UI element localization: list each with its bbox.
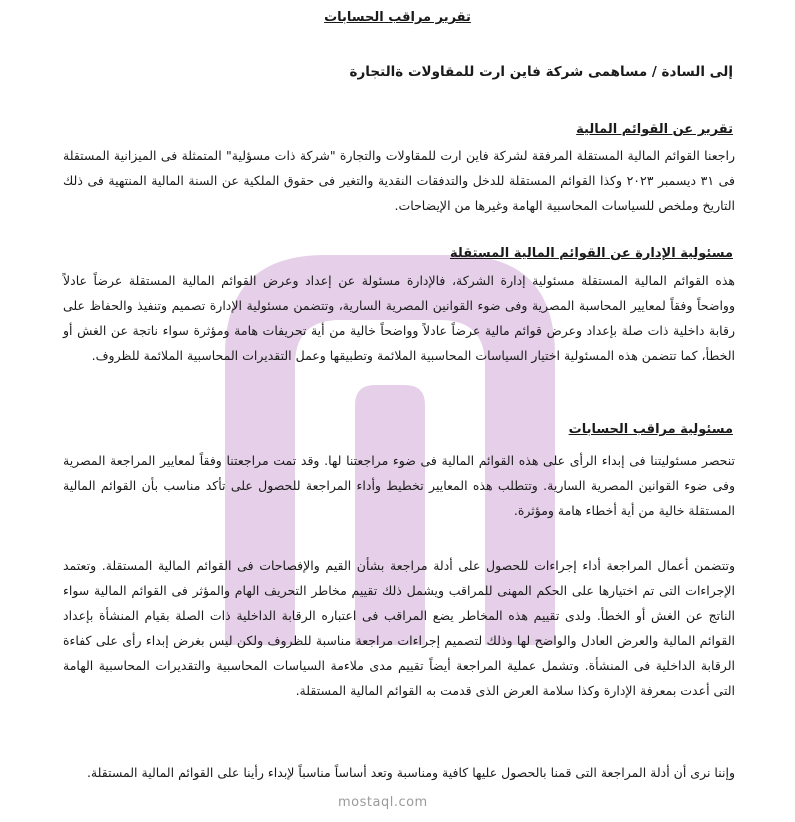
paragraph-auditor-responsibility-1: تنحصر مسئوليتنا فى إبداء الرأى على هذه القوائم المالية فى ضوء مراجعتنا لها. وقد تمت مراجعتنا وفقاً لمعايير المراجعة المصرية وفى ضوء القوانين المصرية السارية. وتتطلب هذه المعايير تخطيط وأداء المراجعة للحصول على تأكد مناسب بأن القوائم المالية المستقلة خالية من أية أخطاء هامة ومؤثرة.	[63, 453, 735, 518]
mostaql-watermark-text: mostaql.com	[338, 795, 428, 810]
paragraph-management-responsibility: هذه القوائم المالية المستقلة مسئولية إدارة الشركة، فالإدارة مسئولة عن إعداد وعرض القوائم المالية المستقلة عرضاً عادلاً وواضحاً وفقاً لمعايير المحاسبة المصرية وفى ضوء القوانين المصرية السارية، وتتضمن مسئولية الإدارة تصميم وتنفيذ والحفاظ على رقابة داخلية ذات صلة بإعداد وعرض قوائم مالية عرضاً عادلاً وواضحاً خالية من أية تحريفات هامة ومؤثرة سواء ناتجة عن الغش أو الخطأ، كما تتضمن هذه المسئولية اختيار السياسات المحاسبية الملائمة وتطبيقها وعمل التقديرات المحاسبية الملائمة للظروف.	[63, 273, 735, 363]
section-heading-financial-statements: تقرير عن القوائم المالية	[576, 122, 733, 137]
paragraph-financial-statements: راجعنا القوائم المالية المستقلة المرفقة لشركة فاين ارت للمقاولات والتجارة "شركة ذات مسؤلية" المتمثلة فى الميزانية المستقلة فى ٣١ ديسمبر ٢٠٢٣ وكذا القوائم المستقلة للدخل والتدفقات النقدية والتغير فى حقوق الملكية عن السنة المالية المنتهية فى ذلك التاريخ وملخص للسياسات المحاسبية الهامة وغيرها من الإيضاحات.	[63, 148, 736, 213]
section-heading-management-responsibility: مسئولية الإدارة عن القوائم المالية المستقلة	[450, 246, 733, 261]
paragraph-auditor-opinion-basis: وإننا نرى أن أدلة المراجعة التى قمنا بالحصول عليها كافية ومناسبة وتعد أساساً مناسباً لإبداء رأينا على القوائم المالية المستقلة.	[86, 765, 735, 780]
report-title: تقرير مراقب الحسابات	[324, 10, 471, 25]
paragraph-auditor-responsibility-2: وتتضمن أعمال المراجعة أداء إجراءات للحصول على أدلة مراجعة بشأن القيم والإفصاحات فى القوائم المالية المستقلة. وتعتمد الإجراءات التى تم اختيارها على الحكم المهنى للمراقب ويشمل ذلك تقييم مخاطر التحريف الهام والمؤثر فى القوائم المالية سواء الناتج عن الغش أو الخطأ. ولدى تقييم هذه المخاطر يضع المراقب فى اعتباره الرقابة الداخلية ذات الصلة بقيام المنشأة بإعداد القوائم المالية والعرض العادل والواضح لها وذلك لتصميم إجراءات مراجعة مناسبة للظروف ولكن ليس بغرض إبداء رأى على كفاءة الرقابة الداخلية فى المنشأة. وتشمل عملية المراجعة أيضاً تقييم مدى ملاءمة السياسات المحاسبية والتقديرات المحاسبية الهامة التى أعدت بمعرفة الإدارة وكذا سلامة العرض الذى قدمت به القوائم المالية المستقلة.	[63, 558, 735, 698]
section-heading-auditor-responsibility: مسئولية مراقب الحسابات	[568, 422, 733, 437]
addressee: إلى السادة / مساهمى شركة فاين ارت للمقاولات ةالتجارة	[349, 64, 733, 80]
